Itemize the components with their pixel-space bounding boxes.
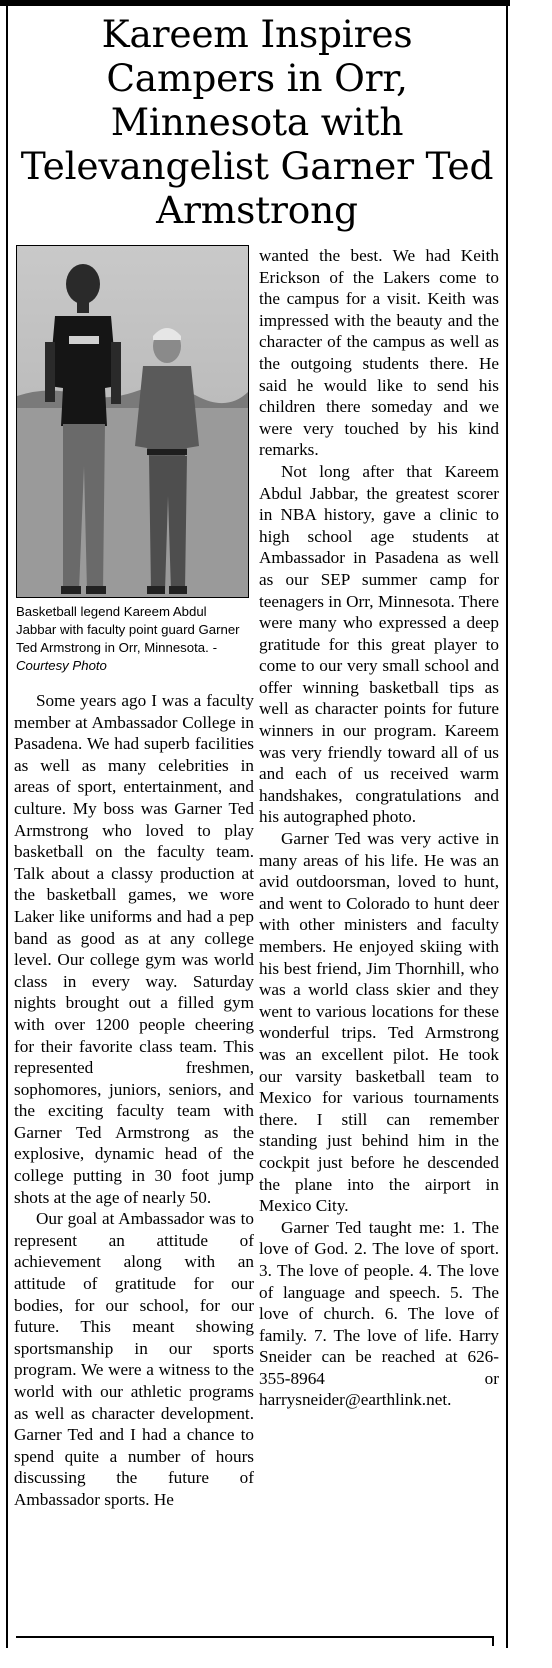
caption-text: Basketball legend Kareem Abdul Jabbar with faculty point guard Garner Ted Armstrong in Orr, Minnesota. <box>16 604 240 655</box>
bottom-rule <box>16 1636 494 1638</box>
paragraph: Some years ago I was a faculty member at Ambassador College in Pasadena. We had superb facilities as well as many celebrities in areas of sport, entertainment, and culture. My boss was Garner Ted Armstrong who loved to play basketball on the faculty team. Talk about a classy production at the basketball games, we wore Laker like uniforms and had a pep band as good as at any college level. Our college gym was world class in every way. Saturday nights brought out a filled gym with over 1200 people cheering for their favorite class team. This represented freshmen, sophomores, juniors, seniors, and the exciting faculty team with Garner Ted Armstrong as the explosive, dynamic head of the college putting in 30 foot jump shots at the age of nearly 50. <box>14 691 254 1207</box>
photo-credit: -Courtesy Photo <box>16 640 217 673</box>
article-photo <box>16 245 249 598</box>
bottom-rule-end <box>492 1636 494 1646</box>
article-column-left <box>14 690 254 1511</box>
paragraph: wanted the best. We had Keith Erickson of the Lakers come to the campus for a visit. Keith was impressed with the beauty and the character of the campus as well as the outgoing students there. He said he would like to send his children there someday and we were very touched by his kind remarks. <box>259 246 499 460</box>
left-border <box>6 6 8 1648</box>
top-rule <box>0 0 510 6</box>
right-border <box>506 6 508 1648</box>
paragraph: Not long after that Kareem Abdul Jabbar, the greatest scorer in NBA history, gave a clinic to high school age students at Ambassador in Pasadena as well as our SEP summer camp for teenagers in Orr, Minnesota. There were many who expressed a deep gratitude for this great player to come to our very small school and offer winning basketball tips as well as character points for future winners in our program. Kareem was very friendly toward all of us and each of us received warm handshakes, congratulations and his autographed photo. <box>259 461 499 827</box>
paragraph: Garner Ted was very active in many areas of his life. He was an avid outdoorsman, loved to hunt, and went to Colorado to hunt deer with other ministers and faculty members. He enjoyed skiing with his best friend, Jim Thornhill, who was a world class skier and they went to various locations for these wonderful trips. Ted Armstrong was an excellent pilot. He took our varsity basketball team to Mexico for various tournaments there. I still can remember standing just behind him in the cockpit just before he descended the plane into the airport in Mexico City. <box>259 829 499 1216</box>
paragraph: Our goal at Ambassador was to represent an attitude of achievement along with an attitude of gratitude for our bodies, for our school, for our future. This meant showing sportsmanship in our sports program. We were a witness to the world with our athletic programs as well as character development. Garner Ted and I had a chance to spend quite a number of hours discussing the future of Ambassador sports. He <box>14 1209 254 1509</box>
paragraph: Garner Ted taught me: 1. The love of God. 2. The love of sport. 3. The love of people. 4. The love of language and speech. 5. The love of church. 6. The love of family. 7. The love of life. Harry Sneider can be reached at 626-355-8964 or harrysneider@earthlink.net. <box>259 1217 499 1410</box>
photo-caption <box>16 603 250 675</box>
article-column-right <box>259 245 499 1411</box>
article-headline: Kareem Inspires Campers in Orr, Minnesota with Televangelist Garner Ted Armstrong <box>20 12 494 232</box>
